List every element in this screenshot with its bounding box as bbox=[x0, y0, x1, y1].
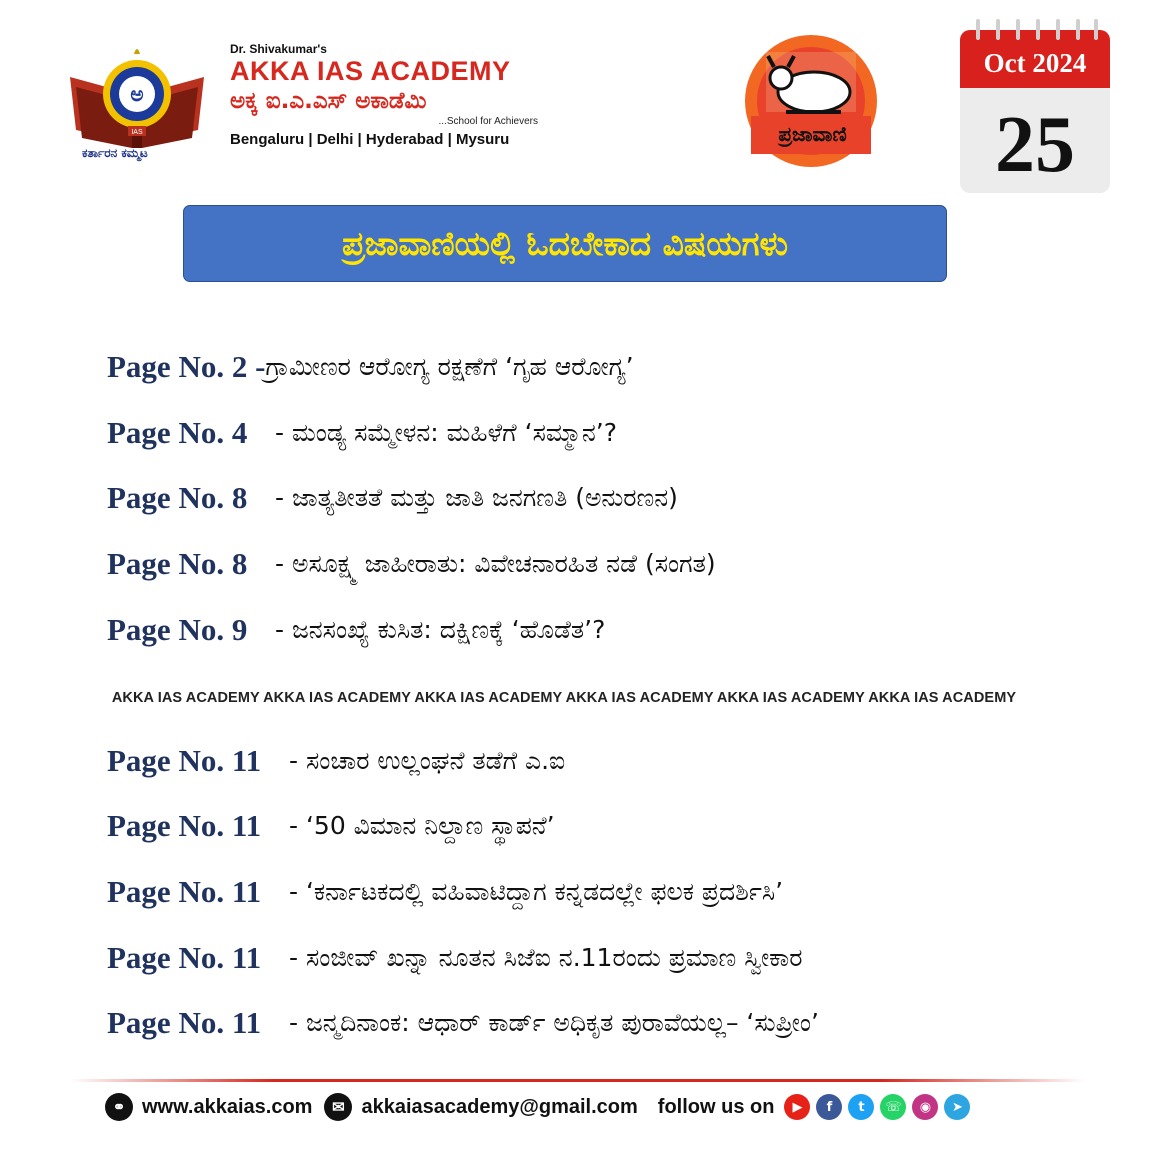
list-item bbox=[107, 938, 802, 978]
academy-separator: AKKA IAS ACADEMY AKKA IAS ACADEMY AKKA IAS ACADEMY AKKA IAS ACADEMY AKKA IAS ACADEMY AKKA IAS ACADEMY bbox=[111, 690, 1017, 706]
list-item bbox=[107, 544, 716, 584]
article-title: - ಸಂಜೀವ್ ಖನ್ನಾ ನೂತನ ಸಿಜೆಐ ನ.11ರಂದು ಪ್ರಮಾಣ ಸ್ವೀಕಾರ bbox=[289, 943, 803, 972]
calendar-date bbox=[960, 30, 1110, 193]
page-number: Page No. 11 bbox=[107, 940, 262, 975]
calendar-day: 25 bbox=[995, 101, 1075, 189]
brand-name: AKKA IAS ACADEMY bbox=[230, 56, 511, 86]
website-link[interactable]: www.akkaias.com bbox=[142, 1095, 313, 1118]
instagram-icon[interactable]: ◉ bbox=[912, 1094, 938, 1120]
list-item bbox=[107, 872, 783, 912]
section-banner bbox=[183, 205, 947, 282]
page-number: Page No. 8 bbox=[107, 480, 248, 515]
list-item bbox=[107, 806, 555, 846]
whatsapp-icon[interactable]: ☏ bbox=[880, 1094, 906, 1120]
globe-icon: ⚭ bbox=[105, 1093, 133, 1121]
list-item bbox=[107, 610, 605, 650]
banner-title: ಪ್ರಜಾವಾಣಿಯಲ್ಲಿ ಓದಬೇಕಾದ ವಿಷಯಗಳು bbox=[342, 223, 788, 263]
list-item bbox=[107, 347, 634, 387]
article-title: - ‘50 ವಿಮಾನ ನಿಲ್ದಾಣ ಸ್ಥಾಪನೆ’ bbox=[289, 811, 555, 840]
page-number: Page No. 11 bbox=[107, 743, 262, 778]
brand-prefix: Dr. Shivakumar's bbox=[230, 42, 327, 56]
list-item bbox=[107, 478, 678, 518]
footer-divider bbox=[70, 1079, 1085, 1082]
page-number: Page No. 2 - bbox=[107, 349, 266, 384]
page-number: Page No. 4 bbox=[107, 415, 248, 450]
article-title: ಗ್ರಾಮೀಣರ ಆರೋಗ್ಯ ರಕ್ಷಣೆಗೆ ‘ಗೃಹ ಆರೋಗ್ಯ’ bbox=[265, 352, 634, 381]
article-title: - ‘ಕರ್ನಾಟಕದಲ್ಲಿ ವಹಿವಾಟಿದ್ದಾಗ ಕನ್ನಡದಲ್ಲೇ ಫಲಕ ಪ್ರದರ್ಶಿಸಿ’ bbox=[289, 877, 784, 906]
page-number: Page No. 8 bbox=[107, 546, 248, 581]
email-link[interactable]: akkaiasacademy@gmail.com bbox=[361, 1095, 638, 1118]
list-item bbox=[107, 741, 565, 781]
facebook-icon[interactable]: f bbox=[816, 1094, 842, 1120]
calendar-rings-icon bbox=[966, 18, 1106, 44]
newspaper-logo bbox=[736, 34, 886, 169]
brand-block bbox=[230, 42, 560, 148]
youtube-icon[interactable]: ▶ bbox=[784, 1094, 810, 1120]
article-title: - ಜನ್ಮದಿನಾಂಕ: ಆಧಾರ್ ಕಾರ್ಡ್ ಅಧಿಕೃತ ಪುರಾವೆಯಲ್ಲ– ‘ಸುಪ್ರೀಂ’ bbox=[289, 1008, 819, 1037]
page-number: Page No. 11 bbox=[107, 808, 262, 843]
svg-text:ಅ: ಅ bbox=[130, 82, 144, 106]
calendar-month-year: Oct 2024 bbox=[983, 48, 1087, 78]
article-title: - ಸಂಚಾರ ಉಲ್ಲಂಘನೆ ತಡೆಗೆ ಎ.ಐ bbox=[289, 746, 566, 775]
mail-icon: ✉ bbox=[324, 1093, 352, 1121]
brand-name-kannada: ಅಕ್ಕ ಐ.ಎ.ಎಸ್ ಅಕಾಡೆಮಿ bbox=[230, 88, 427, 114]
article-title: - ಜನಸಂಖ್ಯೆ ಕುಸಿತ: ದಕ್ಷಿಣಕ್ಕೆ ‘ಹೊಡೆತ’? bbox=[275, 615, 606, 644]
brand-tagline: ...School for Achievers bbox=[438, 116, 538, 127]
page-number: Page No. 11 bbox=[107, 874, 262, 909]
logo-ias-badge: IAS bbox=[131, 129, 143, 136]
page-number: Page No. 11 bbox=[107, 1005, 262, 1040]
newspaper-name: ಪ್ರಜಾವಾಣಿ bbox=[778, 122, 847, 146]
article-title: - ಜಾತ್ಯತೀತತೆ ಮತ್ತು ಜಾತಿ ಜನಗಣತಿ (ಅನುರಣನ) bbox=[275, 483, 678, 512]
list-item bbox=[107, 413, 617, 453]
footer bbox=[105, 1090, 970, 1124]
article-title: - ಅಸೂಕ್ಷ್ಮ ಜಾಹೀರಾತು: ವಿವೇಚನಾರಹಿತ ನಡೆ (ಸಂಗತ) bbox=[275, 549, 716, 578]
twitter-icon[interactable]: t bbox=[848, 1094, 874, 1120]
telegram-icon[interactable]: ➤ bbox=[944, 1094, 970, 1120]
page-number: Page No. 9 bbox=[107, 612, 248, 647]
list-item bbox=[107, 1003, 819, 1043]
brand-cities: Bengaluru | Delhi | Hyderabad | Mysuru bbox=[230, 131, 510, 148]
article-title: - ಮಂಡ್ಯ ಸಮ್ಮೇಳನ: ಮಹಿಳೆಗೆ ‘ಸಮ್ಮಾನ’? bbox=[275, 418, 617, 447]
follow-label: follow us on bbox=[657, 1095, 775, 1118]
logo-caption: ಕರ್ತಾರನ ಕಮ್ಮಟ bbox=[82, 146, 148, 160]
